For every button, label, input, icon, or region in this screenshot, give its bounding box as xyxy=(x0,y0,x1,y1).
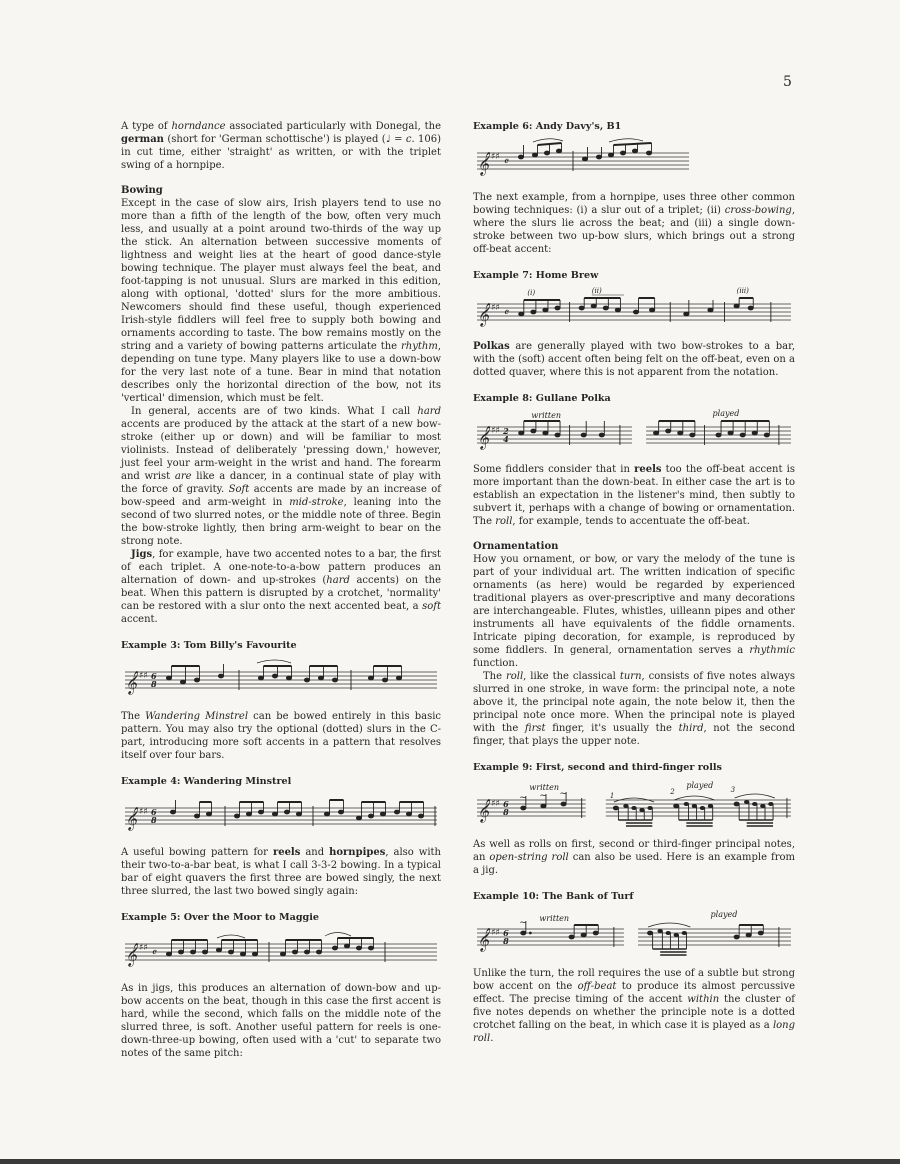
example-8-title: Example 8: Gullane Polka xyxy=(473,393,611,404)
example-5-title: Example 5: Over the Moor to Maggie xyxy=(121,912,320,923)
svg-text:♯♯: ♯♯ xyxy=(139,807,148,817)
svg-text:𝄞: 𝄞 xyxy=(125,670,137,694)
example-4-title: Example 4: Wandering Minstrel xyxy=(121,776,292,787)
example-7-title: Example 7: Home Brew xyxy=(473,270,599,281)
ex9-played-label: played xyxy=(686,781,714,790)
ex7-label-ii: (ii) xyxy=(591,286,602,295)
svg-text:𝄴: 𝄴 xyxy=(503,306,509,319)
ornamentation-heading: Ornamentation xyxy=(473,541,559,552)
ex9-written-label: written xyxy=(529,783,560,792)
svg-text:𝄞: 𝄞 xyxy=(125,942,137,966)
svg-text:2: 2 xyxy=(503,426,509,436)
intro-paragraph: A type of horndance associated particularly with Donegal, the german (short for 'German schottische') is played (♩ = c. 106) in cut time, either 'straight' as written, or with the triplet swing of a hornpipe. xyxy=(121,121,442,171)
svg-text:𝄞: 𝄞 xyxy=(477,927,489,951)
example-10-title: Example 10: The Bank of Turf xyxy=(473,891,634,902)
svg-text:~: ~ xyxy=(519,793,527,803)
example-3-title: Example 3: Tom Billy's Favourite xyxy=(121,640,297,651)
hornpipe-paragraph: The next example, from a hornpipe, uses three other common bowing techniques: (i) a slur out of a triplet; (ii) cross-bowing, where the slurs lie across the beat; and (iii) a single down-stroke between two up-bow slurs, which brings out a strong off-beat accent: xyxy=(473,192,795,255)
svg-text:♯♯: ♯♯ xyxy=(491,799,500,809)
svg-text:♯♯: ♯♯ xyxy=(491,928,500,938)
svg-text:8: 8 xyxy=(503,807,509,817)
jigs-bowing-paragraph: As in jigs, this produces an alternation of down-bow and up-bow accents on the beat, though in this case the first accent is hard, while the second, which falls on the middle note of the slurred three, is soft. Another useful pattern for reels is one-down-three-up bowing, often used with a 'cut' to separate two notes of the same pitch: xyxy=(121,983,441,1059)
svg-text:♯♯: ♯♯ xyxy=(139,943,148,953)
wandering-paragraph: The Wandering Minstrel can be bowed entirely in this basic pattern. You may also try the optional (dotted) slurs in the C-part, introducing more soft accents in a pattern that resolves itself over four bars. xyxy=(121,711,442,761)
svg-text:~: ~ xyxy=(539,791,547,801)
svg-text:𝄴: 𝄴 xyxy=(503,155,508,168)
svg-text:8: 8 xyxy=(151,815,157,825)
svg-text:♯♯: ♯♯ xyxy=(491,152,500,162)
example-7-staff xyxy=(473,286,795,332)
svg-text:~: ~ xyxy=(519,918,527,928)
svg-text:6: 6 xyxy=(503,928,509,938)
example-6-staff xyxy=(473,137,693,183)
svg-text:8: 8 xyxy=(503,936,509,946)
example-8-staff xyxy=(473,409,795,455)
bottom-edge-rule xyxy=(0,1159,900,1164)
svg-text:6: 6 xyxy=(151,807,157,817)
svg-text:6: 6 xyxy=(503,799,509,809)
turn-paragraph: Unlike the turn, the roll requires the use of a subtle but strong bow accent on the off-beat to produce its almost percussive effect. The precise timing of the accent within the cluster of five notes depends on whether the principle note is a dotted crotchet falling on the beat, in which case it is played as a long roll. xyxy=(473,968,796,1044)
ex7-label-iii: (iii) xyxy=(736,286,749,295)
ex9-roll-3: 3 xyxy=(730,785,736,794)
right-column xyxy=(473,120,795,1045)
ex7-label-i: (i) xyxy=(527,288,536,297)
svg-text:4: 4 xyxy=(503,434,509,444)
ex10-written-label: written xyxy=(539,914,570,923)
example-3-staff xyxy=(121,656,441,702)
ex8-played-label: played xyxy=(712,409,740,418)
jigs-paragraph: Jigs, for example, have two accented notes to a bar, the first of each triplet. A one-note-to-a-bow pattern produces an alternation of down- and up-strokes (hard accents) on the beat. When this pattern is disrupted by a crotchet, 'normality' can be restored with a slur onto the next accented beat, a soft accent. xyxy=(121,549,441,625)
svg-text:𝄞: 𝄞 xyxy=(477,425,489,449)
bowing-heading: Bowing xyxy=(121,185,163,196)
ex8-written-label: written xyxy=(531,411,562,420)
bowing-paragraph-2: In general, accents are of two kinds. What I call hard accents are produced by the attack at the start of a new bow-stroke (either up or down) and will be familiar to most violinists. Instead of deliberately 'pressing down,' however, just feel your arm-weight in the wrist and hand. The forearm and wrist are like a dancer, in a continual state of play with the force of gravity. Soft accents are made by an increase of bow-speed and arm-weight in mid-stroke, leaning into the second of two slurred notes, or the middle note of three. Begin the bow-stroke lightly, then bring arm-weight to bear on the strong note. xyxy=(121,406,441,547)
example-5-staff xyxy=(121,928,441,974)
svg-text:𝄞: 𝄞 xyxy=(477,302,489,326)
ex9-roll-2: 2 xyxy=(670,787,675,796)
left-column xyxy=(121,120,441,1060)
ornamentation-paragraph-2: The roll, like the classical turn, consists of five notes always slurred in one stroke, in wave form: the principal note, a note above it, the principal note again, the note below it, then the principal note once more. When the principal note is played with the first finger, it's usually the third, not the second finger, that plays the upper note. xyxy=(473,671,795,747)
example-9-title: Example 9: First, second and third-finger rolls xyxy=(473,762,722,773)
svg-text:♯♯: ♯♯ xyxy=(139,671,148,681)
polkas-paragraph: Polkas are generally played with two bow-strokes to a bar, with the (soft) accent often being felt on the off-beat, even on a dotted quaver, where this is not apparent from the notation. xyxy=(473,341,795,378)
svg-text:6: 6 xyxy=(151,671,157,681)
svg-text:8: 8 xyxy=(151,679,157,689)
rolls-paragraph: As well as rolls on first, second or third-finger principal notes, an open-string roll can also be used. Here is an example from a jig. xyxy=(473,839,795,876)
svg-text:𝄞: 𝄞 xyxy=(477,151,489,175)
example-4-staff xyxy=(121,792,441,838)
ex9-roll-1: 1 xyxy=(609,791,615,800)
svg-text:𝄞: 𝄞 xyxy=(477,798,489,822)
ornamentation-paragraph-1: How you ornament, or bow, or vary the melody of the tune is part of your individual art. The written indication of specific ornaments (as here) would be regarded by experienced traditional players as over-prescriptive and many decorations are interchangeable. Flutes, whistles, uilleann pipes and other instruments all have equivalents of the fiddle ornaments. Intricate piping decoration, for example, is reproduced by some fiddlers. In general, ornamentation serves a rhythmic function. xyxy=(473,554,795,669)
svg-text:𝄞: 𝄞 xyxy=(125,806,137,830)
bowing-paragraph-1: Except in the case of slow airs, Irish players tend to use no more than a fifth of the length of the bow, often very much less, and usually at a point around two-thirds of the way up the stick. An alternation between successive moments of lightness and weight lies at the heart of good dance-style bowing technique. The player must always feel the beat, and foot-tapping is not unusual. Slurs are marked in this edition, along with optional, 'dotted' slurs for the more ambitious. Newcomers should find these useful, though experienced Irish-style fiddlers will feel free to supply both bowing and ornaments according to taste. The bow remains mostly on the string and a variety of bowing patterns articulate the rhythm, depending on tune type. Many players like to use a down-bow for the very last note of a tune. Bear in mind that notation describes only the horizontal direction of the bow, not its 'vertical' dimension, which must be felt. xyxy=(121,198,441,404)
example-6-title: Example 6: Andy Davy's, B1 xyxy=(473,121,622,132)
svg-text:~: ~ xyxy=(559,789,568,799)
svg-text:𝄴: 𝄴 xyxy=(151,946,156,959)
svg-text:♯♯: ♯♯ xyxy=(491,426,500,436)
reels-paragraph: A useful bowing pattern for reels and hornpipes, also with their two-to-a-bar beat, is what I call 3-3-2 bowing. In a typical bar of eight quavers the first three are bowed singly, the next three slurred, the last two bowed singly again: xyxy=(121,847,441,897)
page-number: 5 xyxy=(783,74,792,90)
ex10-played-label: played xyxy=(710,910,738,919)
svg-text:♯♯: ♯♯ xyxy=(491,303,500,313)
example-10-staff xyxy=(473,907,795,959)
example-9-staff xyxy=(473,778,795,830)
reels-accent-paragraph: Some fiddlers consider that in reels too the off-beat accent is more important than the down-beat. In either case the art is to establish an expectation in the listener's mind, then subtly to subvert it, perhaps with a change of bowing or ornamentation. The roll, for example, tends to accentuate the off-beat. xyxy=(473,464,795,527)
